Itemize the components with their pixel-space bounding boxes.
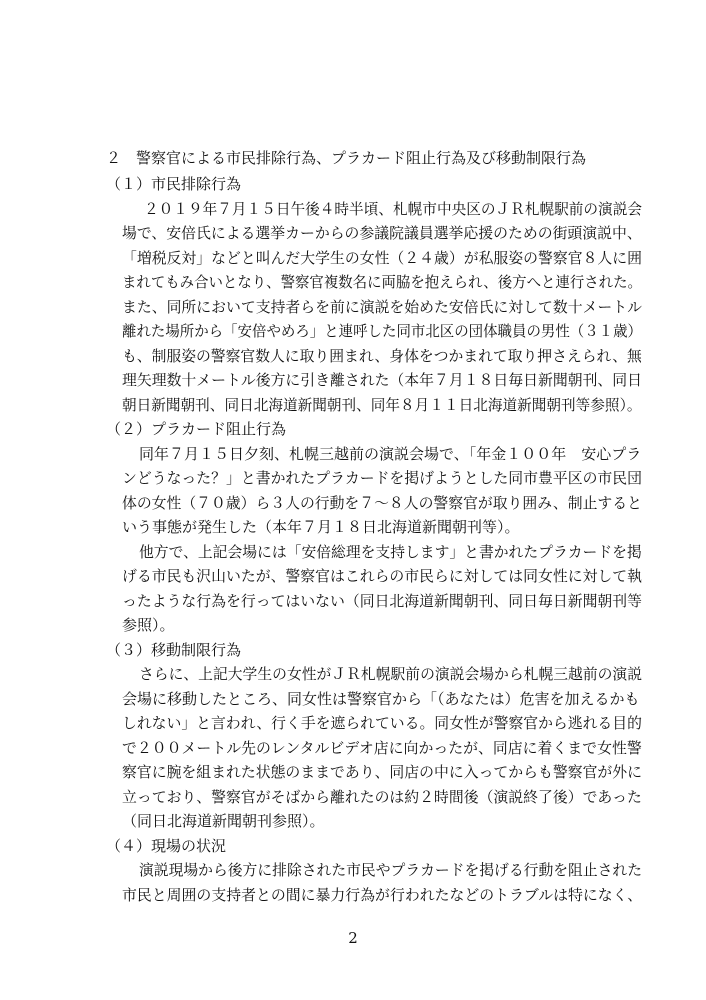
paragraph-line: も、制服姿の警察官数人に取り囲まれ、身体をつかまれて取り押さえられ、無 (122, 347, 642, 365)
paragraph-line: 朝日新聞朝刊、同日北海道新聞朝刊、同年８月１１日北海道新聞朝刊等参照）。 (122, 396, 642, 414)
subsection-heading: （４）現場の状況 (106, 837, 227, 855)
paragraph-line: また、同所において支持者らを前に演説を始めた安倍氏に対して数十メートル (122, 298, 643, 316)
paragraph-line: 演説現場から後方に排除された市民やプラカードを掲げる行動を阻止された (139, 861, 643, 879)
section-heading: ２ 警察官による市民排除行為、プラカード阻止行為及び移動制限行為 (106, 149, 587, 167)
paragraph-line: 体の女性（７０歳）ら３人の行動を７～８人の警察官が取り囲み、制止すると (122, 494, 642, 512)
paragraph-line: 理矢理数十メートル後方に引き離された（本年７月１８日毎日新聞朝刊、同日 (122, 371, 643, 389)
paragraph-line: ンどうなった？」と書かれたプラカードを掲げようとした同市豊平区の市民団 (122, 469, 643, 487)
paragraph-line: 察官に腕を組まれた状態のままであり、同店の中に入ってからも警察官が外に (122, 763, 643, 781)
paragraph-line: で２００メートル先のレンタルビデオ店に向かったが、同店に着くまで女性警 (122, 739, 642, 757)
subsection-heading: （１）市民排除行為 (106, 175, 242, 193)
paragraph-line: 場で、安倍氏による選挙カーからの参議院議員選挙応援のための街頭演説中、 (122, 224, 642, 242)
paragraph-line: 離れた場所から「安倍やめろ」と連呼した同市北区の団体職員の男性（３１歳） (122, 322, 643, 340)
paragraph-line: 市民と周囲の支持者との間に暴力行為が行われたなどのトラブルは特になく、 (122, 886, 643, 904)
paragraph-line: 立っており、警察官がそばから離れたのは約２時間後（演説終了後）であった (122, 788, 642, 806)
page-number: 2 (348, 929, 358, 947)
subsection-heading: （２）プラカード阻止行為 (106, 420, 287, 438)
paragraph-line: しれない」と言われ、行く手を遮られている。同女性が警察官から逃れる目的 (122, 714, 642, 732)
paragraph-line: 会場に移動したところ、同女性は警察官から「（あなたは）危害を加えるかも (122, 690, 640, 708)
paragraph-line: ２０１９年７月１５日午後４時半頃、札幌市中央区のＪＲ札幌駅前の演説会 (144, 200, 643, 218)
paragraph-line: 他方で、上記会場には「安倍総理を支持します」と書かれたプラカードを掲 (139, 543, 642, 561)
paragraph-line: まれてもみ合いとなり、警察官複数名に両脇を抱えられ、後方へと連行された。 (122, 273, 642, 291)
paragraph-line: （同日北海道新聞朝刊参照）。 (122, 812, 325, 830)
paragraph-line: 「増税反対」などと叫んだ大学生の女性（２４歳）が私服姿の警察官８人に囲 (122, 249, 643, 267)
paragraph-line: 参照）。 (122, 616, 175, 634)
paragraph-line: いう事態が発生した（本年７月１８日北海道新聞朝刊等）。 (122, 518, 520, 536)
paragraph-line: ったような行為を行ってはいない（同日北海道新聞朝刊、同日毎日新聞朝刊等 (122, 592, 643, 610)
paragraph-line: げる市民も沢山いたが、警察官はこれらの市民らに対しては同女性に対して執 (122, 567, 643, 585)
paragraph-line: 同年７月１５日夕刻、札幌三越前の演説会場で、「年金１００年 安心プラ (139, 445, 642, 463)
subsection-heading: （３）移動制限行為 (106, 641, 242, 659)
paragraph-line: さらに、上記大学生の女性がＪＲ札幌駅前の演説会場から札幌三越前の演説 (139, 665, 643, 683)
